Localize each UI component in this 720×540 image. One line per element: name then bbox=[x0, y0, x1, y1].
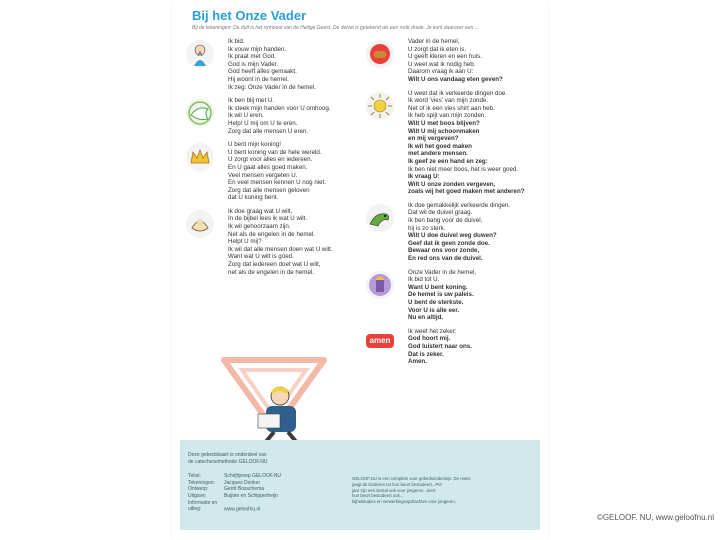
crown-icon bbox=[186, 143, 214, 171]
prayer-line: met andere mensen. bbox=[408, 150, 468, 158]
angel-icon bbox=[186, 210, 214, 238]
prayer-line: Ik wil U eren. bbox=[228, 112, 264, 120]
prayer-line: Ik praat met God. bbox=[228, 53, 276, 61]
prayer-block bbox=[360, 328, 540, 366]
prayer-line: U zorgt voor alles en iedereen. bbox=[228, 156, 313, 164]
credit-value: Jacques Donker bbox=[224, 479, 261, 486]
prayer-line: Geef dat ik geen zonde doe. bbox=[408, 239, 490, 247]
credit-row bbox=[188, 480, 338, 487]
footer-intro-line: Deze gebedskaart is onderdeel van bbox=[188, 452, 267, 458]
right-column bbox=[360, 38, 540, 372]
prayer-line: net als de engelen in de hemel. bbox=[228, 268, 314, 276]
prayer-line: Ik bid tot U. bbox=[408, 276, 440, 284]
left-column bbox=[180, 38, 358, 282]
footer-description bbox=[352, 476, 528, 505]
prayer-card-page bbox=[172, 0, 548, 540]
prayer-line: Onze Vader in de hemel, bbox=[408, 268, 476, 276]
prayer-line: Ik doe graag wat U wilt. bbox=[228, 207, 293, 215]
prayer-line: God luistert naar ons. bbox=[408, 342, 472, 350]
footer-intro-line: de catechesemethode GELOOF.NU bbox=[188, 458, 268, 465]
credit-value: www.geloofnu.nl bbox=[224, 506, 261, 513]
prayer-block bbox=[360, 202, 540, 263]
prayer-line: Bewaar ons voor zonde, bbox=[408, 247, 480, 255]
page-title: Bij het Onze Vader bbox=[192, 8, 307, 23]
prayer-line: Wilt U onze zonden vergeven, bbox=[408, 180, 496, 188]
prayer-line: Zorg dat alle mensen U eren. bbox=[228, 127, 309, 135]
prayer-line: U weet dat ik verkeerde dingen doe. bbox=[408, 89, 508, 97]
footer-description-line: bijbelstudies en verwerkingsopdrachten voor jongeren. bbox=[352, 499, 456, 505]
prayer-line: Veel mensen vergeten U. bbox=[228, 171, 298, 179]
prayer-line: U weet wat ik nodig heb. bbox=[408, 60, 476, 68]
credit-value: Gerrit Bosschema bbox=[224, 486, 265, 493]
prayer-line: Ik ben blij met U. bbox=[228, 97, 275, 105]
sun-icon bbox=[366, 92, 394, 120]
footer-description-line: GELOOF.NU is een complete voor gebedsonderwijs. De reeks bbox=[352, 476, 471, 481]
prayer-line: Ik steek mijn handen voor U omhoog. bbox=[228, 104, 331, 112]
prayer-line: Ik vouw mijn handen. bbox=[228, 45, 287, 53]
prayer-line: Ik wil dat alle mensen doen wat U wilt. bbox=[228, 245, 333, 253]
prayer-line: Amen. bbox=[408, 358, 427, 366]
prayer-line: Voor U is alle eer. bbox=[408, 306, 460, 314]
prayer-line: Zorg dat iedereen doet wat U wilt, bbox=[228, 261, 321, 269]
prayer-block bbox=[360, 38, 540, 84]
prayer-block bbox=[180, 208, 358, 276]
prayer-line: Ik weet het zeker: bbox=[408, 327, 457, 335]
credit-row bbox=[188, 493, 338, 500]
bread-icon bbox=[366, 40, 394, 68]
prayer-line: Ik bid. bbox=[228, 38, 245, 45]
credit-value: Buijten en Schipperheijn bbox=[224, 492, 278, 499]
page-subtitle: Bij de tekeningen: De duif is het symbool van de Heilige Geest. De duivel is getekend als een rode draak. Je kunt daarover een ... bbox=[192, 25, 479, 31]
prayer-line: Vader in de hemel, bbox=[408, 38, 460, 45]
prayer-line: Ik wil het goed maken bbox=[408, 142, 472, 150]
prayer-line: De hemel is uw paleis. bbox=[408, 291, 474, 299]
watermark: ©GELOOF. NU, www.geloofnu.nl bbox=[596, 513, 714, 522]
footer-description-line: hun beurt bestudeert ook... bbox=[352, 493, 404, 499]
prayer-line: Net als de engelen in de hemel. bbox=[228, 230, 316, 238]
prayer-line: U bent mijn koning! bbox=[228, 141, 281, 149]
prayer-line: Wilt U doe duivel weg duwen? bbox=[408, 232, 497, 240]
praying-child-icon bbox=[186, 40, 214, 68]
prayer-line: U geeft kleren en een huis. bbox=[408, 53, 482, 61]
credit-row bbox=[188, 500, 338, 513]
prayer-block bbox=[180, 38, 358, 91]
prayer-line: In de bijbel lees ik wat U wilt. bbox=[228, 215, 308, 223]
prayer-line: Dat wil de duivel graag. bbox=[408, 209, 473, 217]
prayer-line: God is mijn Vader. bbox=[228, 60, 279, 68]
boy-with-bible-illustration bbox=[214, 350, 334, 446]
throne-icon bbox=[366, 271, 394, 299]
prayer-line: Ik ben niet meer boos, het is weer goed. bbox=[408, 165, 519, 173]
prayer-line: En veel mensen kennen U nog niet. bbox=[228, 179, 327, 187]
prayer-line: Wilt U ons vandaag eten geven? bbox=[408, 75, 503, 83]
prayer-line: Wilt U met boos blijven? bbox=[408, 119, 480, 127]
credit-label: Tekeningen: bbox=[188, 479, 215, 486]
credit-label: Ontwerp: bbox=[188, 486, 209, 493]
prayer-block bbox=[360, 269, 540, 322]
prayer-block bbox=[360, 90, 540, 196]
amen-icon: amen bbox=[366, 334, 394, 348]
prayer-line: Nu en altijd. bbox=[408, 314, 444, 322]
prayer-line: Dat is zeker. bbox=[408, 350, 444, 358]
prayer-line: Wilt U mij schoonmaken bbox=[408, 127, 480, 135]
prayer-line: U bent de sterkste. bbox=[408, 299, 464, 306]
prayer-line: hij is zo sterk. bbox=[408, 224, 446, 232]
credit-label: Uitgave: bbox=[188, 492, 207, 499]
prayer-line: En red ons van de duivel. bbox=[408, 255, 483, 263]
credit-label: Informatie en uitleg: bbox=[188, 499, 218, 513]
prayer-line: Hij woont in de hemel. bbox=[228, 75, 289, 83]
prayer-block bbox=[180, 141, 358, 202]
prayer-line: Helpt U mij? bbox=[228, 238, 262, 246]
credit-label: Tekst: bbox=[188, 473, 202, 480]
footer-description-line: jaar zijn een tiental ook voor jongeren...leert bbox=[352, 487, 436, 493]
prayer-line: en mij vergeven? bbox=[408, 135, 459, 143]
footer-credits bbox=[188, 452, 338, 513]
prayer-line: U bent koning van de hele wereld. bbox=[228, 148, 322, 156]
prayer-line: Ik word 'vies' van mijn zonde. bbox=[408, 97, 489, 105]
prayer-line: Ik vraag U: bbox=[408, 173, 440, 181]
prayer-line: Zorg dat alle mensen geloven bbox=[228, 186, 310, 194]
prayer-line: Want wat U wilt is goed. bbox=[228, 253, 294, 261]
prayer-line: Ik doe gemakkelijk verkeerde dingen. bbox=[408, 201, 511, 209]
prayer-line: Ik heb spijt van mijn zonden. bbox=[408, 112, 487, 120]
footer-description-line: jaagt de kinderen tot hun beurt bestudeert...Per bbox=[352, 481, 443, 487]
prayer-line: Ik geef ze een hand en zeg: bbox=[408, 157, 488, 165]
prayer-line: God heeft alles gemaakt. bbox=[228, 68, 297, 76]
prayer-line: Ik wil gehoorzaam zijn. bbox=[228, 223, 291, 231]
prayer-line: God hoort mij. bbox=[408, 335, 451, 343]
dove-icon bbox=[186, 99, 214, 127]
prayer-line: zoals wij het goed maken met anderen? bbox=[408, 188, 525, 196]
dragon-icon bbox=[366, 204, 394, 232]
credit-value: Schrijfgroep GELOOF.NU bbox=[224, 473, 281, 480]
prayer-line: dat U koning bent. bbox=[228, 194, 279, 202]
credit-row bbox=[188, 486, 338, 493]
prayer-line: Want U bent koning. bbox=[408, 283, 468, 291]
prayer-line: Ik ben bang voor de duivel, bbox=[408, 217, 483, 225]
prayer-line: Ik zeg: Onze Vader in de hemel. bbox=[228, 83, 316, 91]
prayer-line: Net of ik een vies shirt aan heb. bbox=[408, 104, 495, 112]
prayer-line: U zorgt dat ik eten is. bbox=[408, 45, 467, 53]
prayer-line: En U gaat alles goed maken. bbox=[228, 163, 308, 171]
prayer-block bbox=[180, 97, 358, 135]
credit-row bbox=[188, 473, 338, 480]
prayer-line: Daarom vraag ik aan U: bbox=[408, 68, 474, 76]
prayer-line: Help! U mij om U te eren. bbox=[228, 119, 298, 127]
